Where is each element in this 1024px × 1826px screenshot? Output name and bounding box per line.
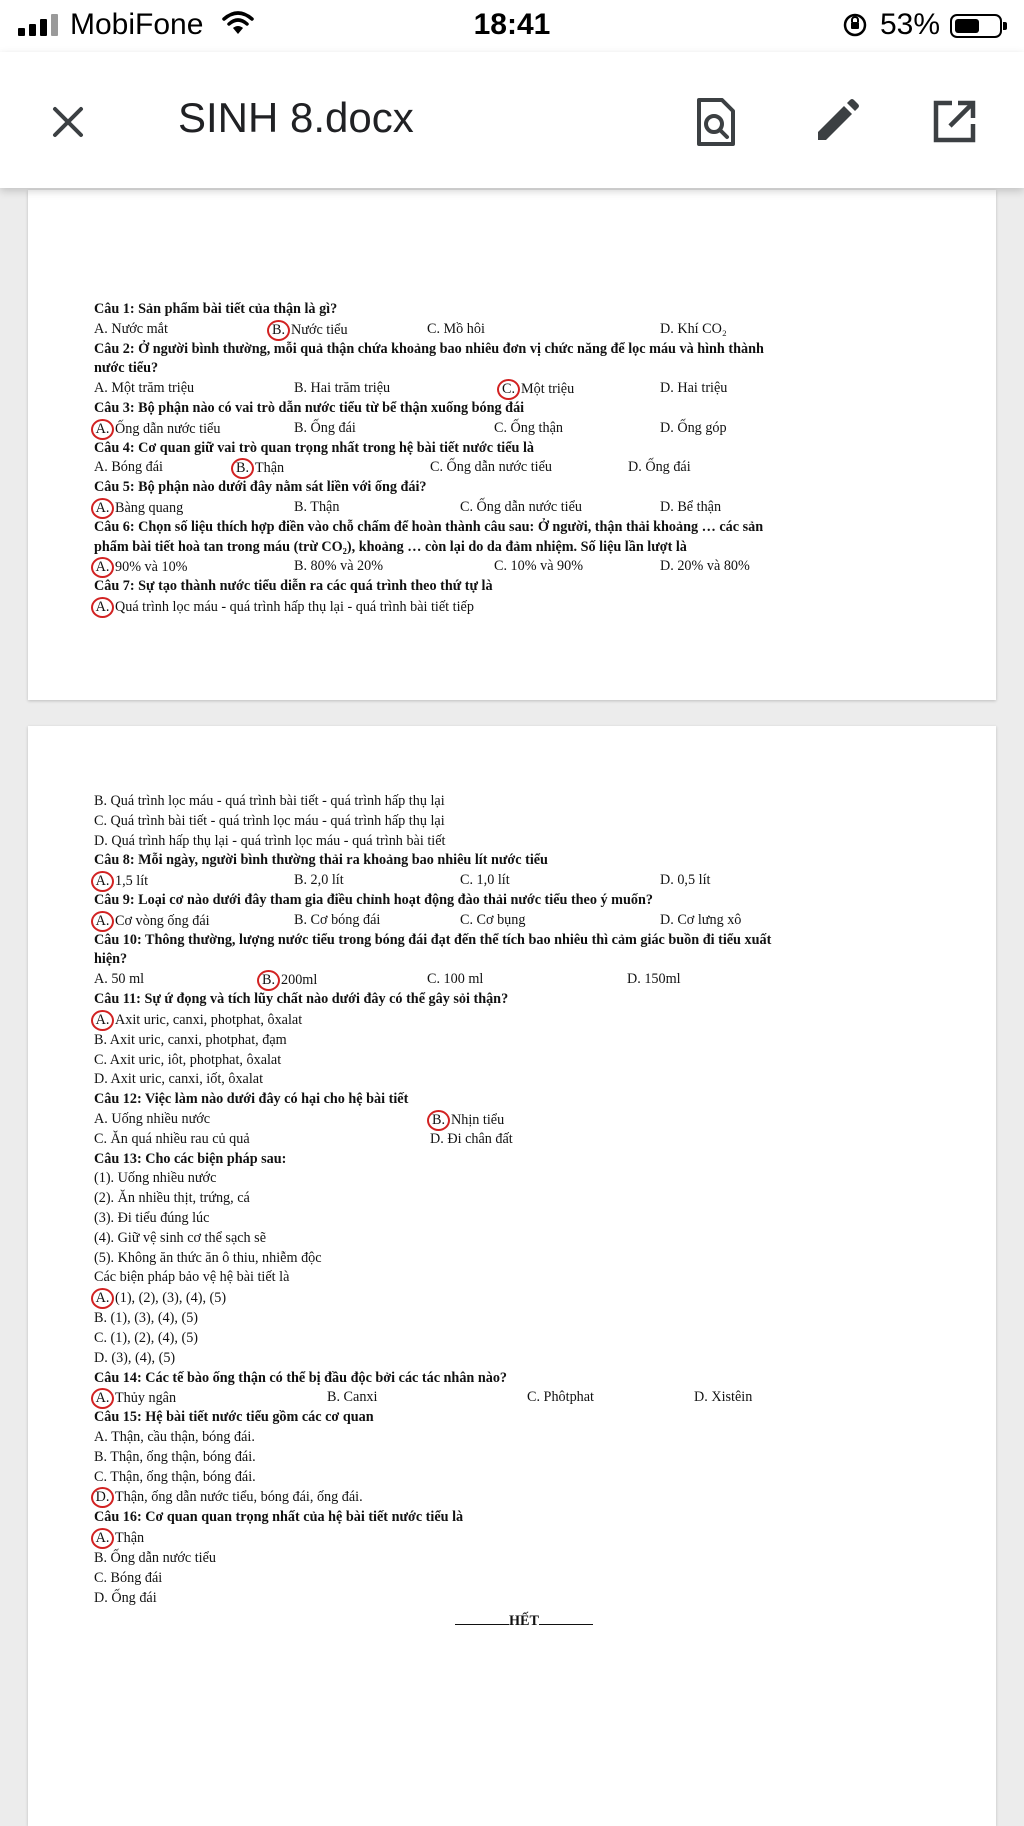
status-time: 18:41 — [473, 8, 551, 41]
question-8: Câu 8: Mỗi ngày, người bình thường thải ra khoảng bao nhiêu lít nước tiểu — [94, 852, 548, 869]
answer-mark: C. — [497, 379, 520, 400]
option-a — [94, 557, 188, 578]
answer-mark: B. — [257, 970, 280, 991]
page-2-content — [94, 792, 954, 1632]
question-13-item-2: (2). Ăn nhiều thịt, trứng, cá — [94, 1190, 250, 1207]
question-10-options — [94, 970, 954, 990]
question-15: Câu 15: Hệ bài tiết nước tiểu gồm các cơ quan — [94, 1409, 374, 1426]
question-15-option-d — [94, 1487, 954, 1508]
option-a-text: Bàng quang — [115, 499, 184, 516]
option-a — [94, 498, 183, 519]
question-4: Câu 4: Cơ quan giữ vai trò quan trọng nhất trong hệ bài tiết nước tiểu là — [94, 439, 535, 456]
question-15-option-a: A. Thận, cầu thận, bóng đái. — [94, 1428, 255, 1445]
option-c — [500, 379, 574, 400]
answer-mark: A. — [91, 911, 114, 932]
question-13-option-c: C. (1), (2), (4), (5) — [94, 1329, 199, 1346]
option-b: B. Ống đái — [294, 419, 356, 436]
option-a: A. Nước mắt — [94, 320, 168, 337]
question-7-option-d: D. Quá trình hấp thụ lại - quá trình lọc máu - quá trình bài tiết — [94, 832, 446, 849]
option-d: D. Xistêin — [694, 1389, 753, 1406]
answer-mark: A. — [91, 1010, 114, 1031]
question-2-cont: nước tiểu? — [94, 360, 159, 377]
option-a: A. 50 ml — [94, 971, 145, 988]
question-16-option-c: C. Bóng đái — [94, 1569, 163, 1586]
option-a — [94, 1388, 176, 1409]
question-5-options — [94, 498, 954, 518]
answer-mark: A. — [91, 419, 114, 440]
answer-mark: B. — [427, 1110, 450, 1131]
option-d: D. 150ml — [627, 971, 681, 988]
question-12: Câu 12: Việc làm nào dưới đây có hại cho hệ bài tiết — [94, 1091, 409, 1108]
option-d: D. Hai triệu — [660, 380, 728, 397]
option-b — [270, 320, 348, 341]
option-a: A. Bóng đái — [94, 459, 163, 476]
close-icon — [48, 102, 88, 142]
option-d-text: Thận, ống dẫn nước tiểu, bóng đái, ống đái. — [115, 1489, 363, 1506]
option-a-text: Thận — [115, 1530, 145, 1547]
status-bar — [0, 0, 1024, 52]
close-button[interactable] — [36, 90, 100, 154]
option-b-text: Nước tiểu — [291, 321, 348, 338]
edit-pencil-icon — [812, 98, 860, 146]
rotation-lock-icon — [842, 12, 868, 43]
question-13-item-4: (4). Giữ vệ sinh cơ thể sạch sẽ — [94, 1229, 266, 1246]
option-b: B. Cơ bóng đái — [294, 911, 381, 928]
question-1-options — [94, 320, 954, 340]
question-4-options — [94, 458, 954, 478]
question-10-cont: hiện? — [94, 951, 128, 968]
question-16-option-b: B. Ống dẫn nước tiểu — [94, 1550, 216, 1567]
answer-mark: A. — [91, 498, 114, 519]
option-a-text: (1), (2), (3), (4), (5) — [115, 1290, 227, 1307]
edit-button[interactable] — [804, 90, 868, 154]
question-13-prompt: Các biện pháp bảo vệ hệ bài tiết là — [94, 1269, 290, 1286]
document-title: SINH 8.docx — [178, 94, 414, 141]
question-15-option-b: B. Thận, ống thận, bóng đái. — [94, 1448, 256, 1465]
option-a — [94, 871, 148, 892]
question-13-item-3: (3). Đi tiểu đúng lúc — [94, 1209, 210, 1226]
option-a-text: 90% và 10% — [115, 559, 188, 576]
answer-mark: A. — [91, 557, 114, 578]
open-external-button[interactable] — [922, 90, 986, 154]
question-12-options-cd — [94, 1130, 954, 1150]
answer-mark: A. — [91, 871, 114, 892]
question-11: Câu 11: Sự ứ đọng và tích lũy chất nào dưới đây có thể gây sỏi thận? — [94, 990, 509, 1007]
option-b: B. 2,0 lít — [294, 872, 344, 889]
option-a-text: Ống dẫn nước tiểu — [115, 420, 221, 437]
find-in-document-icon — [694, 96, 738, 148]
option-c: C. Phôtphat — [527, 1389, 595, 1406]
question-8-options — [94, 871, 954, 891]
option-a-text: 1,5 lít — [115, 873, 149, 890]
option-b — [260, 970, 317, 991]
answer-mark: A. — [91, 1388, 114, 1409]
option-d: D. Cơ lưng xô — [660, 911, 742, 928]
option-c: C. Ăn quá nhiều rau củ quả — [94, 1130, 250, 1147]
question-16: Câu 16: Cơ quan quan trọng nhất của hệ bài tiết nước tiểu là — [94, 1509, 464, 1526]
option-b: B. Canxi — [327, 1389, 378, 1406]
question-13-option-b: B. (1), (3), (4), (5) — [94, 1310, 199, 1327]
option-d: D. Bể thận — [660, 498, 722, 515]
answer-mark: B. — [267, 320, 290, 341]
carrier-name: MobiFone — [70, 8, 204, 41]
find-in-document-button[interactable] — [684, 90, 748, 154]
answer-mark: A. — [91, 1528, 114, 1549]
option-c-text: Một triệu — [521, 381, 575, 398]
question-2: Câu 2: Ở người bình thường, mỗi quả thận chứa khoảng bao nhiêu đơn vị chức năng để lọc máu và hình thành — [94, 340, 764, 357]
option-c: C. Ống dẫn nước tiểu — [430, 459, 552, 476]
app-bar — [0, 52, 1024, 188]
question-13-option-a — [94, 1288, 954, 1309]
question-6-cont: phẩm bài tiết hoà tan trong máu (trừ CO₂), khoảng … còn lại do da đảm nhiệm. Số liệu lần lượt là — [94, 538, 687, 555]
question-16-option-d: D. Ống đái — [94, 1589, 157, 1606]
question-16-option-a — [94, 1528, 954, 1549]
end-text: HẾT — [509, 1613, 539, 1630]
question-15-option-c: C. Thận, ống thận, bóng đái. — [94, 1468, 256, 1485]
question-11-option-a — [94, 1010, 954, 1031]
option-a-text: Quá trình lọc máu - quá trình hấp thụ lại - quá trình bài tiết tiếp — [115, 598, 474, 615]
option-d: D. Ống góp — [660, 419, 727, 436]
option-c: C. 1,0 lít — [460, 872, 510, 889]
question-3-options — [94, 419, 954, 439]
option-d: D. Ống đái — [628, 459, 691, 476]
question-7-option-a — [94, 597, 954, 618]
question-9-options — [94, 911, 954, 931]
option-b: B. Thận — [294, 498, 340, 515]
question-9: Câu 9: Loại cơ nào dưới đây tham gia điều chỉnh hoạt động đào thải nước tiểu theo ý muốn? — [94, 891, 653, 908]
question-6-options — [94, 557, 954, 577]
option-c: C. 10% và 90% — [494, 558, 584, 575]
answer-mark: B. — [231, 458, 254, 479]
battery-icon — [950, 14, 1002, 38]
option-b-text: 200ml — [281, 972, 318, 989]
option-a-text: Thủy ngân — [115, 1390, 177, 1407]
option-b-text: Thận — [255, 460, 285, 477]
question-13-item-5: (5). Không ăn thức ăn ô thiu, nhiễm độc — [94, 1249, 322, 1266]
answer-mark: D. — [91, 1487, 114, 1508]
question-3: Câu 3: Bộ phận nào có vai trò dẫn nước tiểu từ bể thận xuống bóng đái — [94, 399, 525, 416]
option-d: D. Khí CO₂ — [660, 320, 727, 337]
option-a-text: Cơ vòng ống đái — [115, 912, 210, 929]
page-1-content — [94, 300, 954, 618]
question-14-options — [94, 1388, 954, 1408]
option-c: C. Mồ hôi — [427, 320, 485, 337]
option-a-text: Axit uric, canxi, photphat, ôxalat — [115, 1011, 303, 1028]
question-11-option-c: C. Axit uric, iôt, photphat, ôxalat — [94, 1051, 282, 1068]
question-11-option-b: B. Axit uric, canxi, photphat, đạm — [94, 1031, 287, 1048]
option-c: C. Ống thận — [494, 419, 563, 436]
question-14: Câu 14: Các tế bào ống thận có thể bị đầu độc bởi các tác nhân nào? — [94, 1369, 508, 1386]
option-d: D. 0,5 lít — [660, 872, 711, 889]
option-b: B. Hai trăm triệu — [294, 380, 391, 397]
open-external-icon — [930, 98, 978, 146]
option-a: A. Một trăm triệu — [94, 380, 195, 397]
option-b — [234, 458, 284, 479]
question-13-item-1: (1). Uống nhiều nước — [94, 1170, 217, 1187]
option-d: D. Đi chân đất — [430, 1130, 513, 1147]
document-page-1 — [28, 190, 996, 700]
option-a: A. Uống nhiều nước — [94, 1110, 211, 1127]
question-12-options-ab — [94, 1110, 954, 1130]
question-10: Câu 10: Thông thường, lượng nước tiểu trong bóng đái đạt đến thể tích bao nhiêu thì cảm giác buồn đi tiểu xuất — [94, 931, 772, 948]
question-6: Câu 6: Chọn số liệu thích hợp điền vào chỗ chấm để hoàn thành câu sau: Ở người, thận thải khoảng … các sản — [94, 518, 764, 535]
option-a — [94, 419, 220, 440]
question-7-option-c: C. Quá trình bài tiết - quá trình lọc máu - quá trình hấp thụ lại — [94, 812, 445, 829]
end-marker — [94, 1612, 954, 1632]
question-7: Câu 7: Sự tạo thành nước tiểu diễn ra các quá trình theo thứ tự là — [94, 578, 493, 595]
question-2-options — [94, 379, 954, 399]
question-5: Câu 5: Bộ phận nào dưới đây nằm sát liền với ống đái? — [94, 479, 427, 496]
answer-mark: A. — [91, 1288, 114, 1309]
option-b-text: Nhịn tiểu — [451, 1111, 505, 1128]
option-c: C. Cơ bụng — [460, 911, 526, 928]
battery-percent: 53% — [880, 8, 941, 41]
option-d: D. 20% và 80% — [660, 558, 750, 575]
option-b: B. 80% và 20% — [294, 558, 384, 575]
question-11-option-d: D. Axit uric, canxi, iốt, ôxalat — [94, 1071, 264, 1088]
option-a — [94, 911, 210, 932]
option-b — [430, 1110, 504, 1131]
answer-mark: A. — [91, 597, 114, 618]
document-page-2 — [28, 726, 996, 1826]
question-13-option-d: D. (3), (4), (5) — [94, 1349, 176, 1366]
question-13: Câu 13: Cho các biện pháp sau: — [94, 1150, 287, 1167]
option-c: C. Ống dẫn nước tiểu — [460, 498, 582, 515]
question-1: Câu 1: Sản phẩm bài tiết của thận là gì? — [94, 301, 338, 317]
question-7-option-b: B. Quá trình lọc máu - quá trình bài tiết - quá trình hấp thụ lại — [94, 793, 445, 809]
option-c: C. 100 ml — [427, 971, 484, 988]
